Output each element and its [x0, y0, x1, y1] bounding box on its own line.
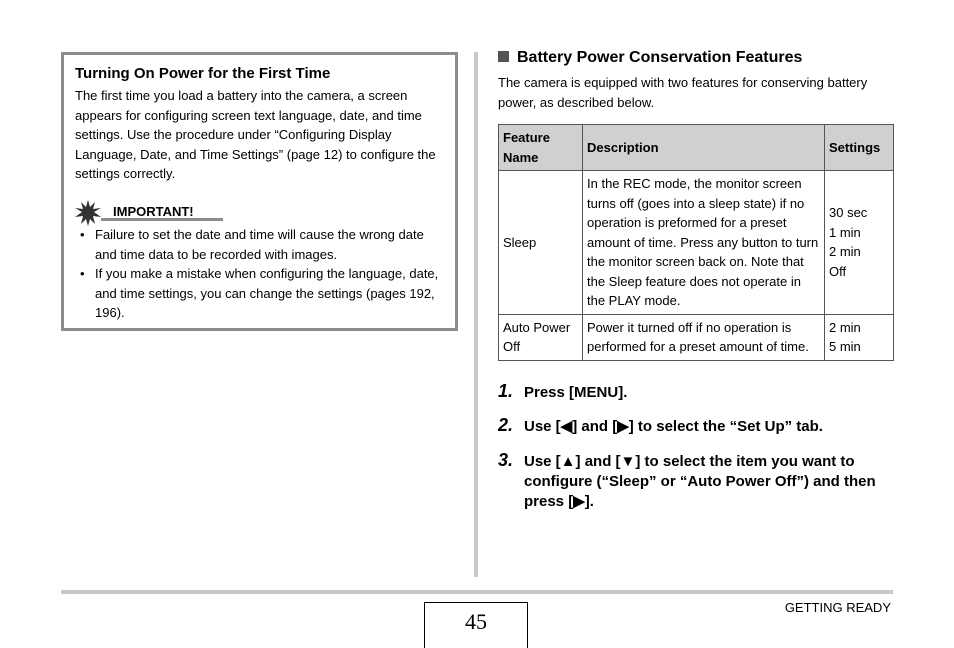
setting-value: 2 min	[829, 319, 861, 335]
setting-value: 2 min	[829, 244, 861, 260]
table-row	[499, 171, 894, 315]
setting-value: Off	[829, 263, 847, 279]
description-cell: Power it turned off if no operation is performed for a preset amount of time.	[583, 314, 825, 360]
settings-cell	[825, 314, 894, 360]
step-text: Use [◀] and [▶] to select the “Set Up” tab.	[524, 418, 823, 435]
important-header	[75, 200, 220, 220]
chapter-label: GETTING READY	[784, 600, 891, 615]
table-row	[499, 314, 894, 360]
header-feature-name: Feature Name	[499, 125, 583, 171]
settings-cell	[825, 171, 894, 315]
note-title: Turning On Power for the First Time	[75, 65, 331, 82]
section-heading	[498, 49, 802, 67]
header-settings: Settings	[825, 125, 894, 171]
section-title-text: Battery Power Conservation Features	[517, 49, 803, 66]
note-body: The first time you load a battery into the camera, a screen appears for configuring screen text language, date, and time settings. Use the procedure under “Configuring Display Language, Date, and Time Settings” (page 12) to configure the settings correctly.	[75, 88, 436, 182]
step-number: 1.	[498, 381, 514, 401]
important-item: • If you make a mistake when configuring the language, date, and time settings, you can change the settings (pages 192, 196).	[75, 264, 445, 323]
setting-value: 5 min	[829, 339, 861, 354]
feature-name-cell: Auto Power Off	[499, 314, 583, 360]
feature-name-cell: Sleep	[499, 171, 583, 315]
step-number: 3.	[498, 450, 514, 470]
burst-icon	[75, 200, 101, 226]
important-list	[75, 225, 445, 323]
step-text: Press [MENU].	[524, 384, 628, 401]
important-item: • Failure to set the date and time will cause the wrong date and time data to be recorded with images.	[75, 225, 445, 264]
square-bullet-icon	[498, 51, 509, 62]
setting-value: 1 min	[829, 224, 861, 240]
footer-divider	[61, 590, 893, 594]
header-description: Description	[583, 125, 825, 171]
features-table	[498, 124, 894, 361]
column-divider	[474, 52, 478, 577]
step-text: Use [▲] and [▼] to select the item you want to configure (“Sleep” or “Auto Power Off”) and then press [▶].	[524, 453, 876, 510]
first-power-note-box	[61, 52, 458, 331]
page-number: 45	[424, 602, 528, 648]
description-cell: In the REC mode, the monitor screen turns off (goes into a sleep state) if no operation is preformed for a preset amount of time. Press any button to turn the monitor screen back on. Note that the Sleep feature does not operate in the PLAY mode.	[583, 171, 825, 315]
table-header-row	[499, 125, 894, 171]
setting-value: 30 sec	[829, 205, 868, 221]
step-number: 2.	[498, 415, 514, 435]
important-label: IMPORTANT!	[113, 204, 194, 219]
section-intro: The camera is equipped with two features for conserving battery power, as described below.	[498, 75, 868, 110]
